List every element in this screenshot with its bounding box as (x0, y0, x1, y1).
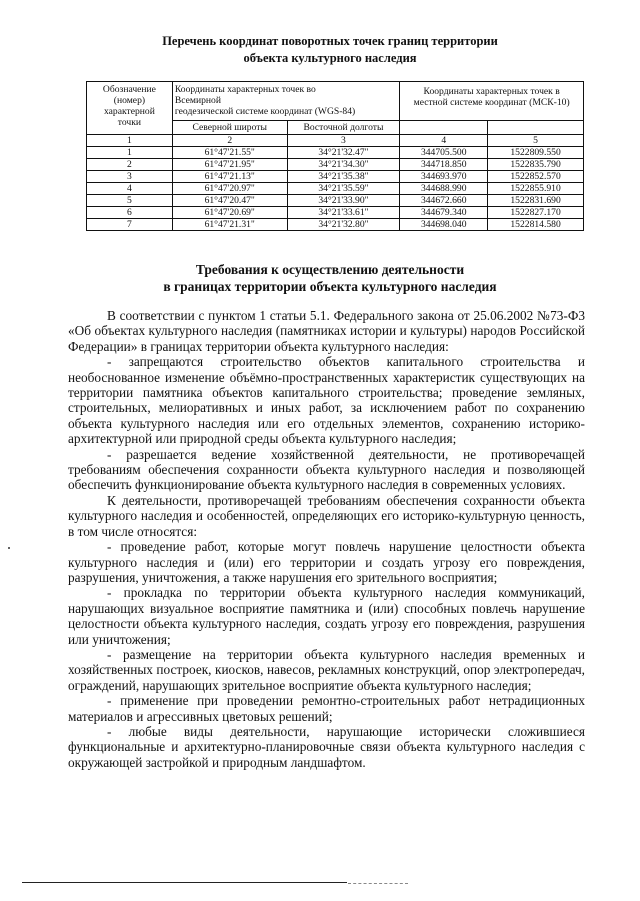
column-number: 4 (400, 135, 488, 147)
header-msk10: Координаты характерных точек в местной системе координат (МСК-10) (400, 82, 584, 121)
paragraph: - любые виды деятельности, нарушающие исторически сложившиеся функциональные и архитектурно-планировочные связи объекта культурного наследия с окружающей застройкой и природным ландшафтом. (68, 723, 585, 770)
requirements-body (68, 308, 585, 770)
latitude: 61°47'20.97" (172, 183, 287, 195)
table-row (87, 159, 584, 171)
longitude: 34°21'33.90" (287, 195, 400, 207)
msk-y: 1522855.910 (488, 183, 584, 195)
table-row (87, 171, 584, 183)
column-number: 3 (287, 135, 400, 147)
header-msk-x (400, 121, 488, 135)
paragraph: К деятельности, противоречащей требованиям обеспечения сохранности объекта культурного наследия и особенностей, определяющих его историко-культурную ценность, в том числе относятся: (68, 492, 585, 539)
msk-x: 344693.970 (400, 171, 488, 183)
table-column-numbers (87, 135, 584, 147)
table-row (87, 207, 584, 219)
point-number: 5 (87, 195, 173, 207)
point-number: 2 (87, 159, 173, 171)
msk-x: 344679.340 (400, 207, 488, 219)
header-msk-y (488, 121, 584, 135)
paragraph: - запрещаются строительство объектов капитального строительства и необоснованное изменение объёмно-пространственных характеристик существующих на территории памятника объектов капитального строительства; проведение земляных, строительных, мелиоративных и иных работ, за исключением работ по сохранению объекта культурного наследия или его отдельных элементов, сохранению историко-архитектурной или природной среды объекта культурного наследия; (68, 354, 585, 447)
msk-x: 344672.660 (400, 195, 488, 207)
msk-y: 1522827.170 (488, 207, 584, 219)
title-line-1: Перечень координат поворотных точек границ территории (162, 34, 498, 48)
paragraph: - проведение работ, которые могут повлечь нарушение целостности объекта культурного наследия и (или) его территории и создать угрозу его повреждения, разрушения, уничтожения, а также нарушения его зрительного восприятия; (68, 539, 585, 585)
paragraph: - размещение на территории объекта культурного наследия временных и хозяйственных построек, киосков, навесов, рекламных конструкций, опор электропередач, ограждений, нарушающих зрительное восприятие объекта культурного наследия; (68, 646, 585, 693)
coordinates-table (86, 81, 584, 231)
header-east-longitude: Восточной долготы (287, 121, 400, 135)
point-number: 1 (87, 147, 173, 159)
latitude: 61°47'21.13" (172, 171, 287, 183)
msk-x: 344718.850 (400, 159, 488, 171)
paragraph: - применение при проведении ремонтно-строительных работ нетрадиционных материалов и агрессивных цветовых решений; (68, 693, 585, 724)
longitude: 34°21'34.30" (287, 159, 400, 171)
header-north-latitude: Северной широты (172, 121, 287, 135)
longitude: 34°21'33.61" (287, 207, 400, 219)
longitude: 34°21'32.47" (287, 147, 400, 159)
footer-rule (22, 882, 347, 883)
point-number: 7 (87, 219, 173, 231)
title-line-2: объекта культурного наследия (243, 51, 417, 65)
table-row (87, 219, 584, 231)
requirements-heading (60, 261, 600, 295)
msk-y: 1522814.580 (488, 219, 584, 231)
latitude: 61°47'21.55" (172, 147, 287, 159)
column-number: 2 (172, 135, 287, 147)
msk-y: 1522852.570 (488, 171, 584, 183)
header-wgs84: Координаты характерных точек во Всемирной геодезической системе координат (WGS-84) (172, 82, 399, 121)
header-point-number: Обозначение (номер) характерной точки (87, 82, 173, 135)
msk-y: 1522835.790 (488, 159, 584, 171)
paragraph: - разрешается ведение хозяйственной деятельности, не противоречащей требованиям обеспечения сохранности объекта культурного наследия и позволяющей обеспечить функционирование объекта культурного наследия в современных условиях. (68, 446, 585, 493)
point-number: 4 (87, 183, 173, 195)
footer-rule-dashed (348, 883, 408, 884)
longitude: 34°21'35.59" (287, 183, 400, 195)
table-row (87, 183, 584, 195)
latitude: 61°47'21.31" (172, 219, 287, 231)
latitude: 61°47'20.47" (172, 195, 287, 207)
scan-speck (8, 547, 10, 549)
column-number: 5 (488, 135, 584, 147)
subtitle-line-2: в границах территории объекта культурного наследия (163, 279, 497, 294)
latitude: 61°47'21.95" (172, 159, 287, 171)
msk-x: 344688.990 (400, 183, 488, 195)
longitude: 34°21'32.80" (287, 219, 400, 231)
msk-y: 1522809.550 (488, 147, 584, 159)
longitude: 34°21'35.38" (287, 171, 400, 183)
subtitle-line-1: Требования к осуществлению деятельности (195, 262, 465, 277)
table-header-row (87, 82, 584, 121)
table-row (87, 147, 584, 159)
paragraph: - прокладка по территории объекта культурного наследия коммуникаций, нарушающих визуальное восприятие памятника и (или) способных повлечь нарушение целостности объекта культурного наследия, создать угрозу его повреждения, разрушения или уничтожения; (68, 585, 585, 647)
document-title (60, 33, 600, 67)
msk-x: 344698.040 (400, 219, 488, 231)
point-number: 6 (87, 207, 173, 219)
table-row (87, 195, 584, 207)
column-number: 1 (87, 135, 173, 147)
point-number: 3 (87, 171, 173, 183)
paragraph: В соответствии с пунктом 1 статьи 5.1. Федерального закона от 25.06.2002 №73-Ф3 «Об объектах культурного наследия (памятниках истории и культуры) народов Российской Федерации» в границах территории объекта культурного наследия: (68, 308, 585, 354)
msk-y: 1522831.690 (488, 195, 584, 207)
msk-x: 344705.500 (400, 147, 488, 159)
latitude: 61°47'20.69" (172, 207, 287, 219)
